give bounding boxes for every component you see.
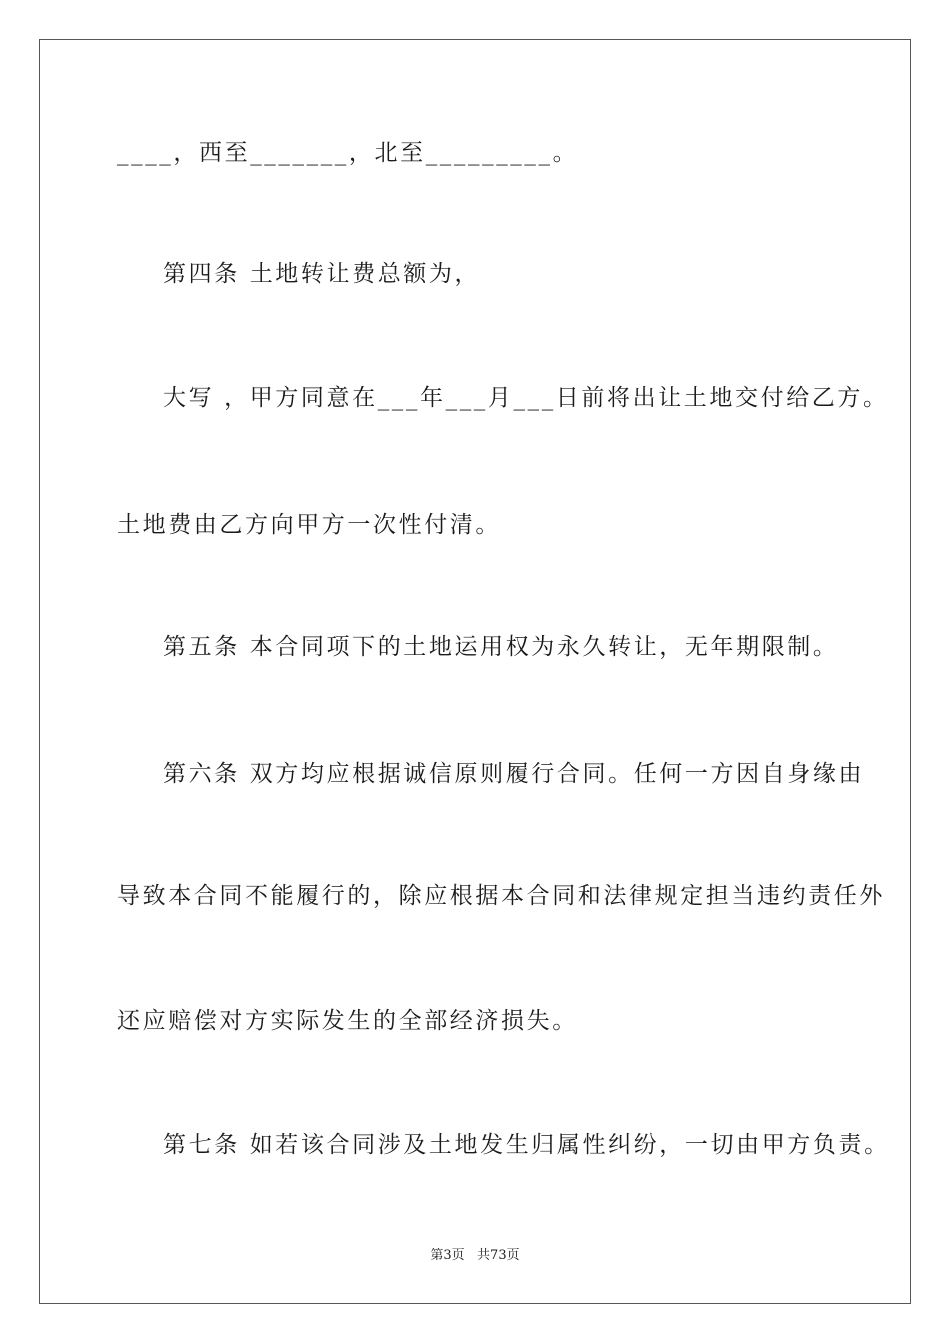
page-number-footer: 第3页 共73页 xyxy=(430,1248,520,1263)
text-line-article-6-end: 还应赔偿对方实际发生的全部经济损失。 xyxy=(117,1008,578,1034)
text-line-boundaries: ____，西至_______，北至_________。 xyxy=(117,140,579,166)
text-line-article-6-cont: 导致本合同不能履行的，除应根据本合同和法律规定担当违约责任外 xyxy=(117,883,885,909)
text-line-article-5: 第五条 本合同项下的土地运用权为永久转让，无年期限制。 xyxy=(163,634,839,660)
text-line-article-7: 第七条 如若该合同涉及土地发生归属性纠纷，一切由甲方负责。 xyxy=(163,1132,890,1158)
text-line-capital-amount: 大写 ，甲方同意在___年___月___日前将出让土地交付给乙方。 xyxy=(163,385,889,411)
text-line-payment: 土地费由乙方向甲方一次性付清。 xyxy=(117,512,501,538)
page-border xyxy=(39,39,911,1304)
text-line-article-4: 第四条 土地转让费总额为， xyxy=(163,261,481,287)
text-line-article-6: 第六条 双方均应根据诚信原则履行合同。任何一方因自身缘由 xyxy=(163,761,865,787)
